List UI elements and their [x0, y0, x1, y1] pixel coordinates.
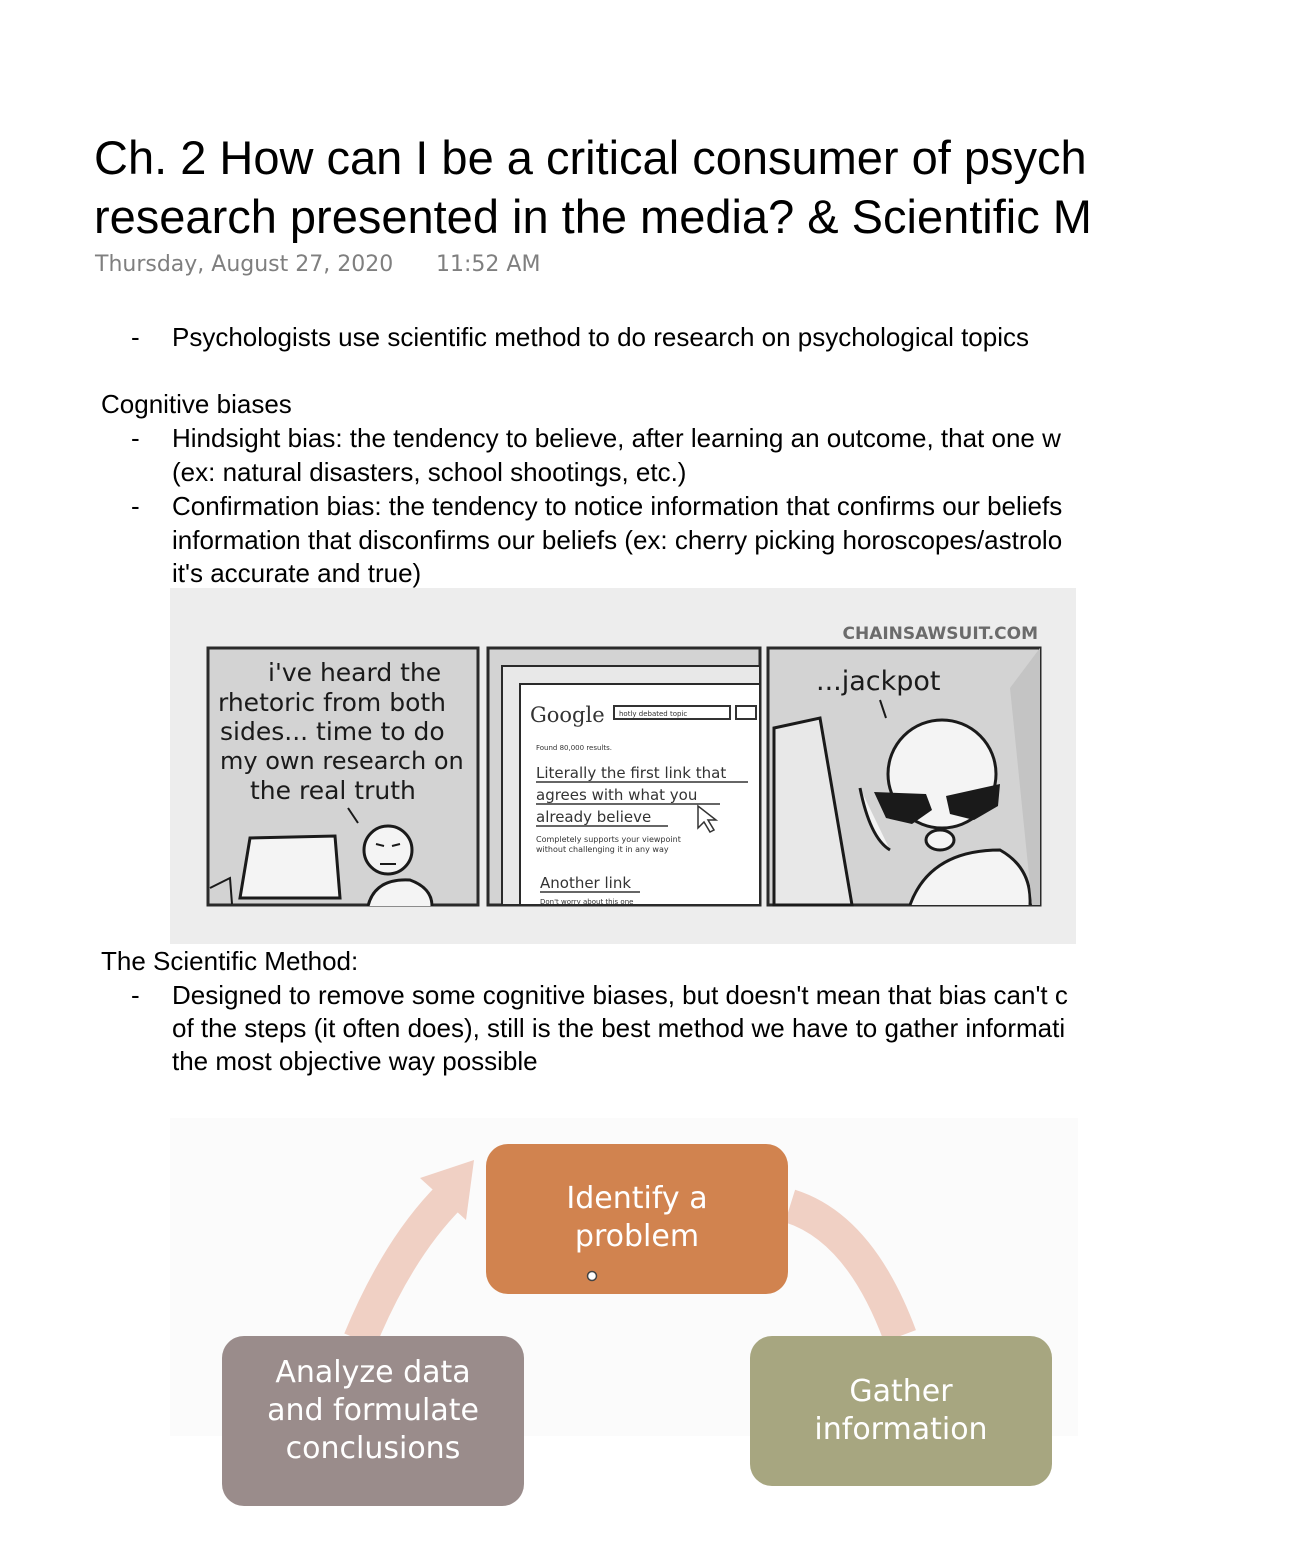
- step3-line-1: Analyze data: [275, 1355, 471, 1390]
- page-date: Thursday, August 27, 2020: [95, 252, 394, 277]
- title-line-2: research presented in the media? & Scientific M: [94, 190, 1092, 243]
- panel1-caption-line-5: the real truth: [250, 776, 416, 805]
- step2-line-1: Gather: [849, 1374, 953, 1409]
- method-line-2: of the steps (it often does), still is the best method we have to gather informati: [172, 1013, 1066, 1043]
- cycle-arrow-left: [360, 1196, 450, 1340]
- step-analyze-data: [222, 1336, 524, 1506]
- result-link-2-desc: Don't worry about this one: [540, 898, 634, 906]
- google-logo: Google: [530, 703, 605, 727]
- bullet-dash: -: [131, 980, 140, 1010]
- step2-line-2: information: [814, 1412, 988, 1447]
- confirmation-bias-comic: [170, 588, 1076, 944]
- cursor-hand-icon: [586, 1270, 598, 1282]
- cycle-arrow-right: [790, 1206, 900, 1336]
- hindsight-line-1: Hindsight bias: the tendency to believe, after learning an outcome, that one w: [172, 423, 1061, 453]
- panel1-caption-line-1: i've heard the: [268, 658, 442, 687]
- confirmation-line-3: it's accurate and true): [172, 558, 422, 588]
- step3-line-2: and formulate: [267, 1393, 479, 1428]
- step3-line-3: conclusions: [285, 1431, 461, 1466]
- result-link-1-desc-line-1: Completely supports your viewpoint: [536, 835, 681, 844]
- result-link-1-line-3: already believe: [536, 808, 652, 826]
- bullet-dash: -: [131, 423, 140, 453]
- bullet-dash: -: [131, 322, 140, 352]
- confirmation-line-2: information that disconfirms our beliefs (ex: cherry picking horoscopes/astrolo: [172, 525, 1063, 555]
- comic-svg: [170, 588, 1076, 944]
- search-query: hotly debated topic: [619, 710, 688, 718]
- comic-site-label: CHAINSAWSUIT.COM: [842, 624, 1038, 644]
- confirmation-line-1: Confirmation bias: the tendency to notice information that confirms our beliefs: [172, 491, 1063, 521]
- step1-line-1: Identify a: [566, 1181, 708, 1216]
- page-title: [94, 128, 1294, 246]
- panel3-caption: ...jackpot: [816, 666, 941, 697]
- result-link-1-line-1: Literally the first link that: [536, 764, 727, 782]
- panel1-caption-line-2: rhetoric from both: [218, 688, 447, 717]
- method-line-3: the most objective way possible: [172, 1046, 538, 1076]
- panel1-caption-line-3: sides... time to do: [220, 717, 445, 746]
- method-heading: The Scientific Method:: [101, 946, 359, 976]
- page-time: 11:52 AM: [436, 252, 541, 277]
- step-identify-problem: [486, 1144, 788, 1294]
- computer-monitor-icon: [240, 836, 340, 898]
- hindsight-line-2: (ex: natural disasters, school shootings, etc.): [172, 457, 687, 487]
- result-link-1-desc-line-2: without challenging it in any way: [536, 845, 669, 854]
- step-gather-information: [750, 1336, 1052, 1486]
- scientific-method-cycle: [170, 1118, 1078, 1466]
- cognitive-heading: Cognitive biases: [101, 389, 292, 419]
- result-link-1-line-2: agrees with what you: [536, 786, 698, 804]
- panel1-caption-line-4: my own research on: [220, 747, 464, 775]
- title-line-1: Ch. 2 How can I be a critical consumer of psych: [94, 131, 1087, 184]
- step1-line-2: problem: [574, 1219, 700, 1254]
- results-count: Found 80,000 results.: [536, 744, 612, 752]
- method-line-1: Designed to remove some cognitive biases, but doesn't mean that bias can't c: [172, 980, 1068, 1010]
- search-button: [736, 706, 756, 719]
- result-link-2: Another link: [540, 874, 632, 892]
- bullet-dash: -: [131, 491, 140, 521]
- intro-bullet: Psychologists use scientific method to do research on psychological topics: [172, 322, 1029, 352]
- character-head-icon: [364, 826, 412, 874]
